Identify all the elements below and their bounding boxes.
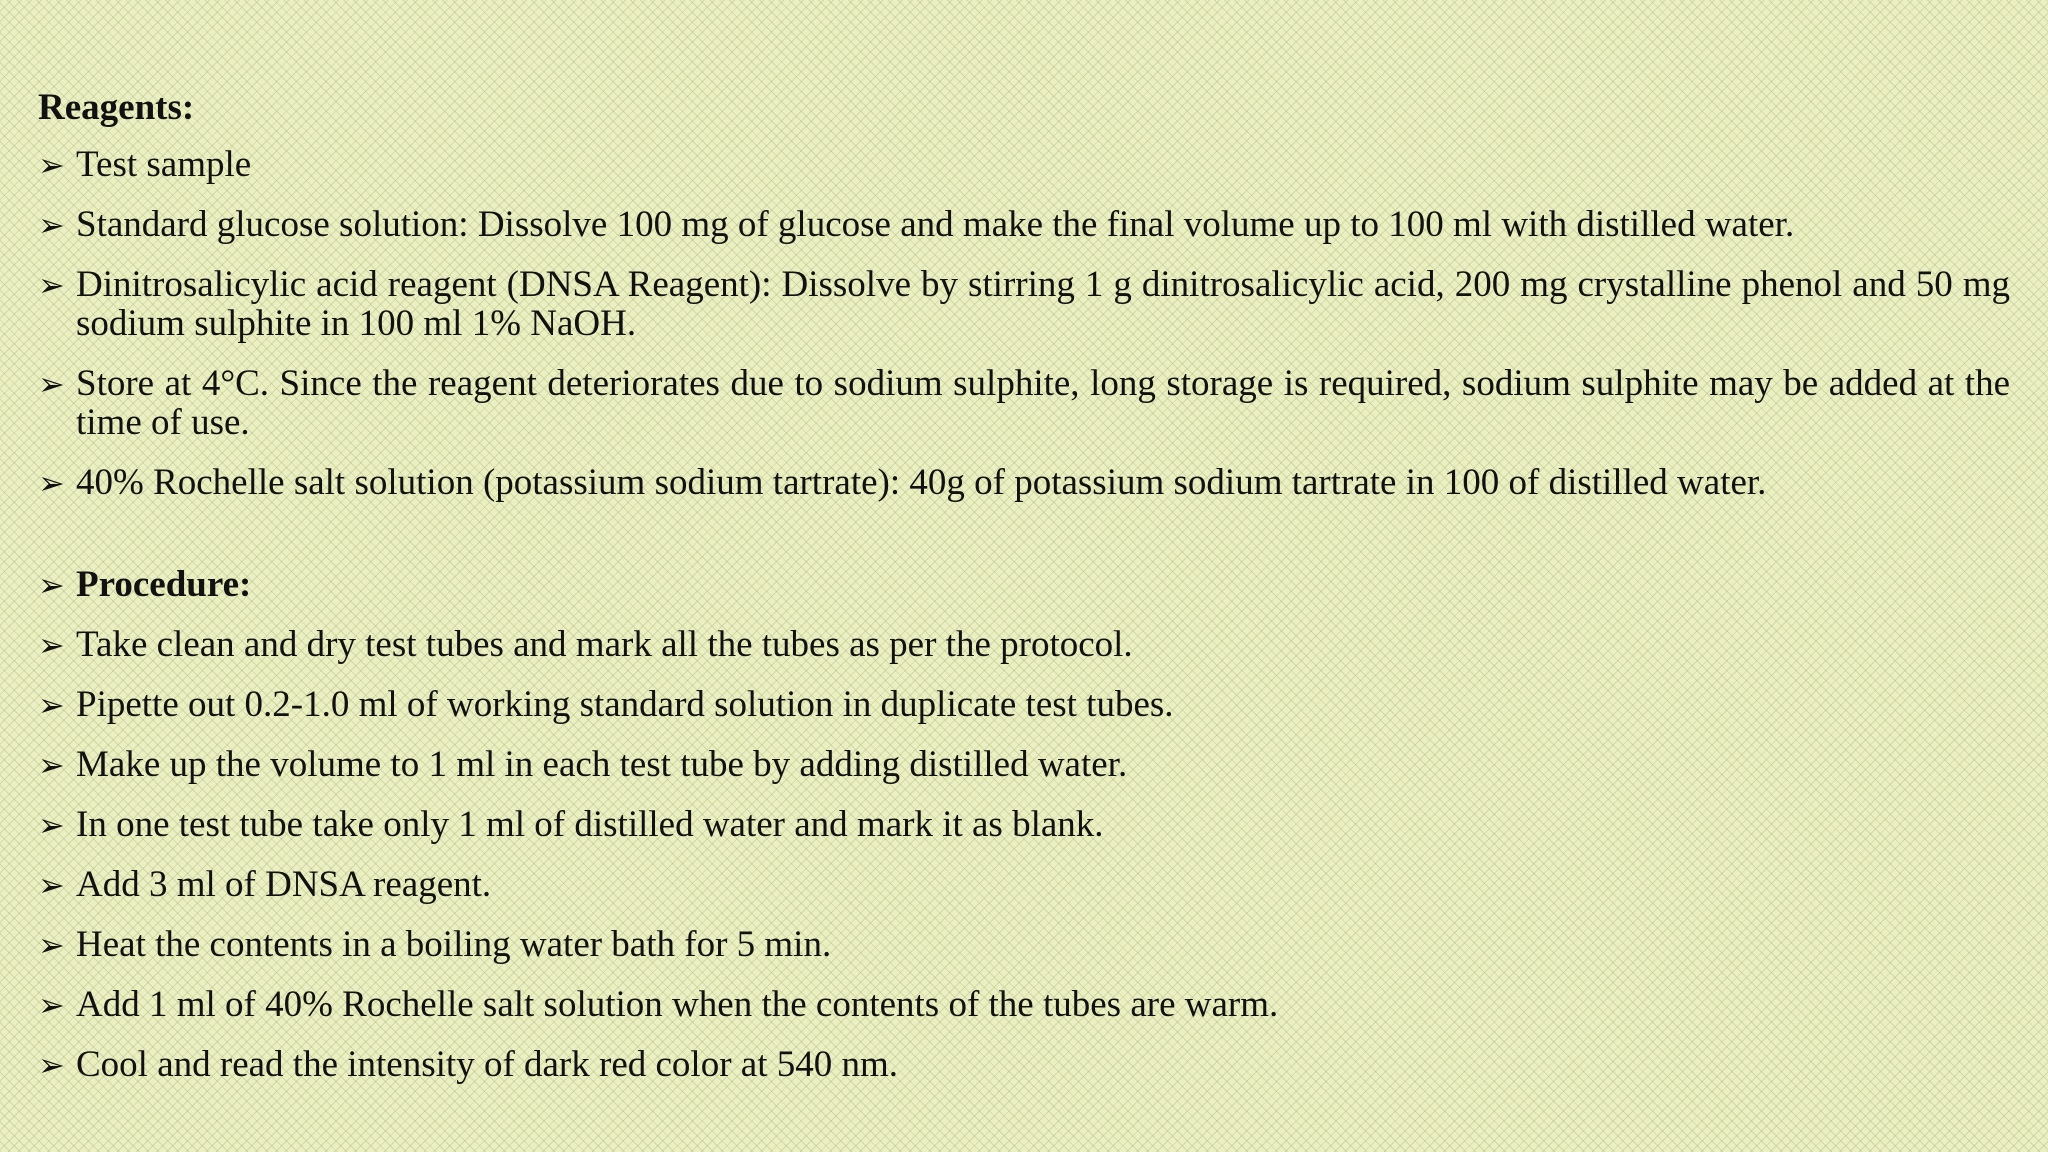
procedure-heading: Procedure: xyxy=(76,563,252,605)
list-item xyxy=(38,463,2010,503)
arrow-bullet-icon: ➢ xyxy=(38,463,65,502)
arrow-bullet-icon: ➢ xyxy=(38,1045,65,1084)
arrow-bullet-icon: ➢ xyxy=(38,745,65,784)
arrow-bullet-icon: ➢ xyxy=(38,625,65,664)
reagent-text: Dinitrosalicylic acid reagent (DNSA Reagent): Dissolve by stirring 1 g dinitrosalicylic acid, 200 mg crystalline phenol and 50 mg sodium sulphite in 100 ml 1% NaOH. xyxy=(76,263,2010,345)
list-item xyxy=(38,685,2010,725)
reagent-text: Test sample xyxy=(76,143,252,185)
procedure-step-text: Add 1 ml of 40% Rochelle salt solution when the contents of the tubes are warm. xyxy=(76,983,1279,1025)
reagents-heading: Reagents: xyxy=(38,87,195,128)
procedure-step-text: Cool and read the intensity of dark red color at 540 nm. xyxy=(76,1043,899,1085)
arrow-bullet-icon: ➢ xyxy=(38,265,65,304)
procedure-step-text: Make up the volume to 1 ml in each test tube by adding distilled water. xyxy=(76,743,1128,785)
procedure-step-text: Pipette out 0.2-1.0 ml of working standard solution in duplicate test tubes. xyxy=(76,683,1174,725)
arrow-bullet-icon: ➢ xyxy=(38,985,65,1024)
arrow-bullet-icon: ➢ xyxy=(38,205,65,244)
reagent-text: Standard glucose solution: Dissolve 100 mg of glucose and make the final volume up to 100 ml with distilled water. xyxy=(76,203,1795,245)
procedure-step-text: Add 3 ml of DNSA reagent. xyxy=(76,863,492,905)
list-item xyxy=(38,205,2010,245)
arrow-bullet-icon: ➢ xyxy=(38,685,65,724)
list-item xyxy=(38,865,2010,905)
reagents-list xyxy=(38,145,2010,503)
reagent-text: 40% Rochelle salt solution (potassium sodium tartrate): 40g of potassium sodium tartrate in 100 of distilled water. xyxy=(76,461,1767,503)
list-item xyxy=(38,1045,2010,1085)
list-item xyxy=(38,985,2010,1025)
arrow-bullet-icon: ➢ xyxy=(38,865,65,904)
list-item xyxy=(38,265,2010,344)
procedure-list xyxy=(38,565,2010,1085)
procedure-step-text: In one test tube take only 1 ml of distilled water and mark it as blank. xyxy=(76,803,1104,845)
list-item xyxy=(38,925,2010,965)
section-spacer xyxy=(38,523,2010,565)
list-item xyxy=(38,805,2010,845)
reagent-text: Store at 4°C. Since the reagent deteriorates due to sodium sulphite, long storage is required, sodium sulphite may be added at the time of use. xyxy=(76,362,2010,444)
list-item xyxy=(38,145,2010,185)
arrow-bullet-icon: ➢ xyxy=(38,565,65,604)
slide-content xyxy=(38,88,2010,1105)
procedure-step-text: Take clean and dry test tubes and mark all the tubes as per the protocol. xyxy=(76,623,1133,665)
arrow-bullet-icon: ➢ xyxy=(38,364,65,403)
list-item xyxy=(38,364,2010,443)
arrow-bullet-icon: ➢ xyxy=(38,805,65,844)
arrow-bullet-icon: ➢ xyxy=(38,145,65,184)
arrow-bullet-icon: ➢ xyxy=(38,925,65,964)
list-item xyxy=(38,625,2010,665)
procedure-heading-item xyxy=(38,565,2010,605)
procedure-step-text: Heat the contents in a boiling water bath for 5 min. xyxy=(76,923,832,965)
list-item xyxy=(38,745,2010,785)
